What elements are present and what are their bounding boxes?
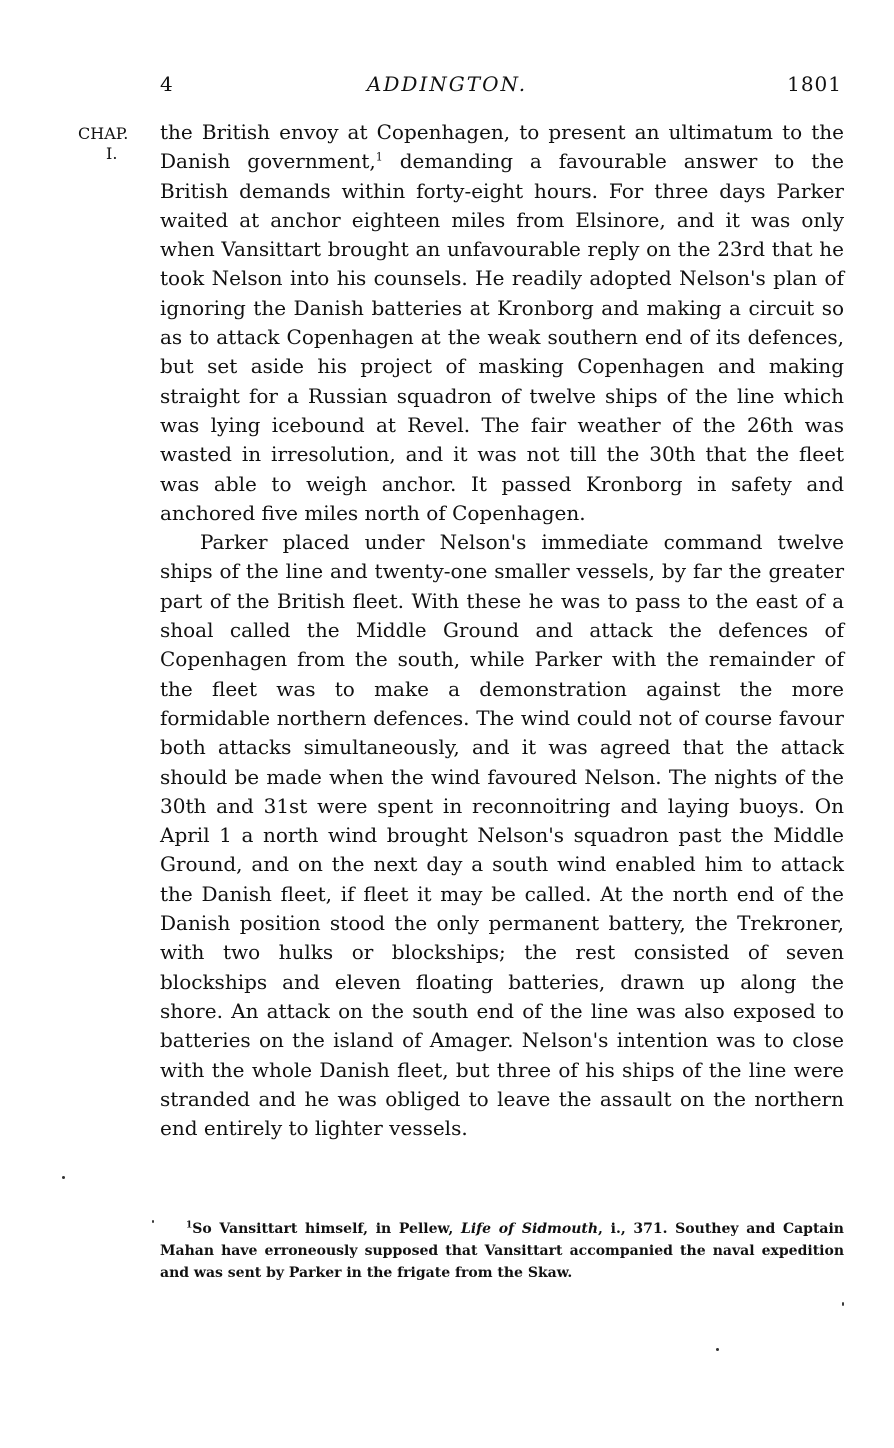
scan-speck: [62, 1176, 65, 1179]
paragraph-2: Parker placed under Nelson's immediate command twelve ships of the line and twenty-one smaller vessels, by far the greater part of the British fleet. With these he was to pass to the east of a shoal called the Middle Ground and attack the defences of Copenhagen from the south, while Parker with the remainder of the fleet was to make a demonstration against the more formidable northern defences. The wind could not of course favour both attacks simultaneously, and it was agreed that the attack should be made when the wind favoured Nelson. The nights of the 30th and 31st were spent in reconnoitring and laying buoys. On April 1 a north wind brought Nelson's squadron past the Middle Ground, and on the next day a south wind enabled him to attack the Danish fleet, if fleet it may be called. At the north end of the Danish position stood the only permanent battery, the Trekroner, with two hulks or blockships; the rest consisted of seven blockships and eleven floating batteries, drawn up along the shore. An attack on the south end of the line was also exposed to batteries on the island of Amager. Nelson's intention was to close with the whole Danish fleet, but three of his ships of the line were stranded and he was obliged to leave the assault on the northern end entirely to lighter vessels.: [160, 530, 844, 1141]
page-number: 4: [160, 72, 173, 96]
scan-speck: [152, 1220, 154, 1223]
footnote-text-b: , i., 371. Southey and Captain Mahan have erroneously supposed that Vansittart accompanied the naval expedition and was sent by Parker in the frigate from the Skaw.: [160, 1221, 844, 1281]
footnote: [160, 1218, 844, 1284]
footnote-book-title: Life of Sidmouth: [460, 1221, 599, 1237]
footnote-reference: 1: [375, 150, 383, 164]
paragraph-1-text-b: demanding a favourable answer to the British demands within forty-eight hours. For three days Parker waited at anchor eighteen miles from Elsinore, and it was only when Vansittart brought an unfavourable reply on the 23rd that he took Nelson into his counsels. He readily adopted Nelson's plan of ignoring the Danish batteries at Kronborg and making a circuit so as to attack Copenhagen at the weak southern end of its defences, but set aside his project of masking Copenhagen and making straight for a Russian squadron of twelve ships of the line which was lying icebound at Revel. The fair weather of the 26th was wasted in irresolution, and it was not till the 30th that the fleet was able to weigh anchor. It passed Kronborg in safety and anchored five miles north of Copenhagen.: [160, 149, 845, 525]
running-year: 1801: [787, 72, 842, 96]
running-head: [0, 72, 894, 102]
footnote-text-a: So Vansittart himself, in Pellew,: [192, 1221, 461, 1237]
chapter-label: CHAP.: [78, 124, 129, 143]
body-text: [160, 118, 844, 1143]
scan-speck: [716, 1348, 719, 1351]
scan-speck: [842, 1302, 844, 1306]
paragraph-1: [160, 118, 844, 528]
chapter-side-label: [78, 124, 156, 164]
paragraph-1-text-a: the British envoy at Copenhagen, to present an ultimatum to the Danish government,: [160, 120, 844, 174]
chapter-number: I.: [106, 144, 118, 163]
running-title: ADDINGTON.: [366, 72, 528, 96]
footnote-marker: 1: [186, 1220, 193, 1231]
